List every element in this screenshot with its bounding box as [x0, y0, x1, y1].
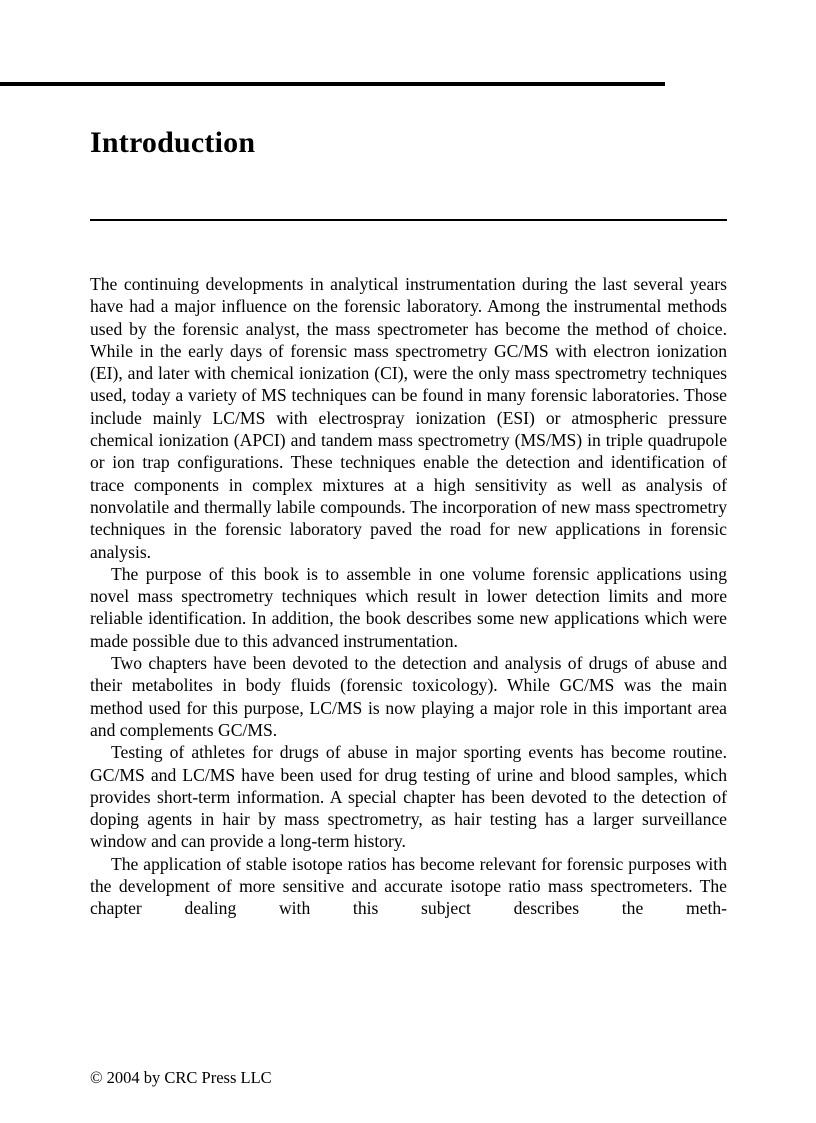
top-divider-rule [0, 82, 665, 86]
body-paragraph-1: The continuing developments in analytical instrumentation during the last several years have had a major influence on the forensic laboratory. Among the instrumental methods used by the forensic analyst, the mass spectrometer has become the method of choice. While in the early days of forensic mass spectrometry GC/MS with electron ionization (EI), and later with chemical ionization (CI), were the only mass spectrometry techniques used, today a variety of MS techniques can be found in many forensic laboratories. Those include mainly LC/MS with electrospray ionization (ESI) or atmospheric pressure chemical ionization (APCI) and tandem mass spectrometry (MS/MS) in triple quadrupole or ion trap configurations. These techniques enable the detection and identification of trace components in complex mixtures at a high sensitivity as well as analysis of nonvolatile and thermally labile compounds. The incorporation of new mass spectrometry techniques in the forensic laboratory paved the road for new applications in forensic analysis. [90, 274, 727, 562]
copyright-footer: © 2004 by CRC Press LLC [90, 1068, 272, 1087]
body-paragraph-2: The purpose of this book is to assemble in one volume forensic applications using novel mass spectrometry techniques which result in lower detection limits and more reliable identification. In addition, the book describes some new applications which were made possible due to this advanced instrumentation. [90, 563, 727, 651]
body-paragraph-5: The application of stable isotope ratios has become relevant for forensic purposes with the development of more sensitive and accurate isotope ratio mass spectrometers. The chapter dealing with this subject describes the meth- [90, 853, 727, 919]
body-text-block [90, 273, 727, 942]
title-underline-rule [90, 219, 727, 221]
page-title: Introduction [90, 126, 256, 160]
body-paragraph-3: Two chapters have been devoted to the detection and analysis of drugs of abuse and their metabolites in body fluids (forensic toxicology). While GC/MS was the main method used for this purpose, LC/MS is now playing a major role in this important area and complements GC/MS. [90, 653, 727, 740]
body-paragraph-4: Testing of athletes for drugs of abuse in major sporting events has become routine. GC/MS and LC/MS have been used for drug testing of urine and blood samples, which provides short-term information. A special chapter has been devoted to the detection of doping agents in hair by mass spectrometry, as hair testing has a larger surveillance window and can provide a long-term history. [90, 742, 727, 852]
